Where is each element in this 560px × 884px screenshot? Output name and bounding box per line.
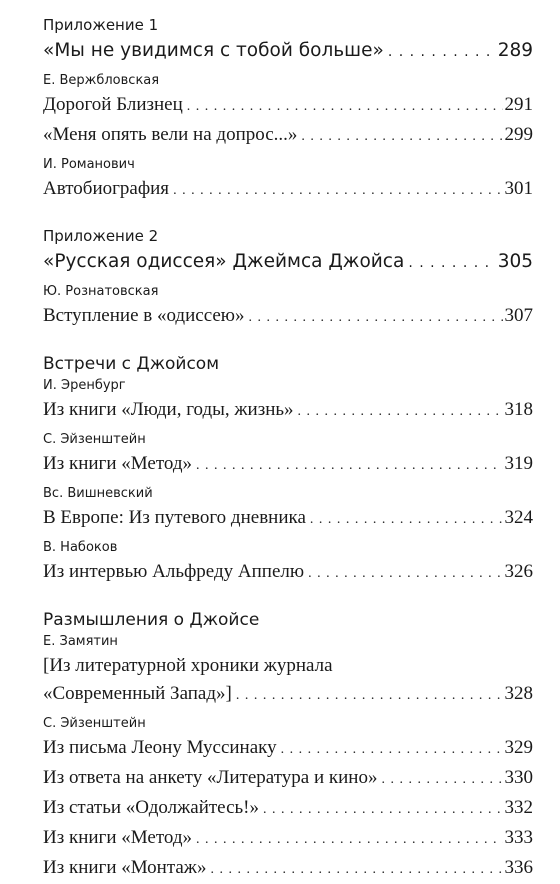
toc-entry-title: Вступление в «одиссею» [43, 305, 245, 326]
toc-entry[interactable] [43, 302, 533, 332]
toc-entry-title: Дорогой Близнец [43, 94, 183, 115]
toc-entry-title: «Русская одиссея» Джеймса Джойса [43, 251, 405, 272]
toc-entry[interactable] [43, 121, 533, 151]
toc-entry-page: 289 [497, 40, 533, 61]
toc-entry-page: 324 [504, 507, 533, 528]
toc-entry[interactable] [43, 396, 533, 426]
dot-leader [381, 766, 502, 794]
toc-entry[interactable] [43, 734, 533, 764]
toc-entry[interactable] [43, 680, 533, 710]
dot-leader [173, 177, 502, 205]
toc-entry-title: «Меня опять вели на допрос...» [43, 124, 298, 145]
dot-leader [210, 856, 502, 884]
toc-entry-title: Из книги «Метод» [43, 453, 193, 474]
section-heading-reflections: Размышления о Джойсе [43, 610, 260, 630]
dot-leader [408, 248, 495, 278]
dot-leader [308, 560, 502, 588]
author-name: И. Романович [43, 157, 135, 172]
toc-entry-page: 328 [504, 683, 533, 704]
toc-entry-page: 301 [504, 178, 533, 199]
author-name: Вс. Вишневский [43, 486, 153, 501]
author-name: Е. Вержбловская [43, 73, 160, 88]
dot-leader [196, 826, 502, 854]
toc-entry-title: Из интервью Альфреду Аппелю [43, 561, 305, 582]
toc-entry-title: В Европе: Из путевого дневника [43, 507, 306, 528]
dot-leader [196, 452, 502, 480]
toc-entry[interactable] [43, 824, 533, 854]
toc-entry-page: 329 [504, 737, 533, 758]
toc-entry-page: 326 [504, 561, 533, 582]
toc-entry-title: Из книги «Метод» [43, 827, 193, 848]
toc-entry-page: 291 [504, 94, 533, 115]
toc-entry-page: 336 [504, 857, 533, 878]
toc-entry[interactable] [43, 558, 533, 588]
author-name: Ю. Рознатовская [43, 284, 159, 299]
section-heading-meetings: Встречи с Джойсом [43, 354, 220, 374]
toc-entry[interactable] [43, 764, 533, 794]
appendix-2-label: Приложение 2 [43, 227, 159, 245]
dot-leader [388, 37, 496, 67]
toc-entry-title: Из ответа на анкету «Литература и кино» [43, 767, 378, 788]
toc-entry-title: Автобиография [43, 178, 170, 199]
toc-entry-page: 333 [504, 827, 533, 848]
dot-leader [187, 93, 503, 121]
toc-entry-page: 318 [504, 399, 533, 420]
author-name: И. Эренбург [43, 378, 126, 393]
dot-leader [281, 736, 503, 764]
toc-entry-page: 299 [504, 124, 533, 145]
toc-entry[interactable] [43, 175, 533, 205]
appendix-1-label: Приложение 1 [43, 16, 159, 34]
toc-entry-page: 307 [504, 305, 533, 326]
toc-entry-page: 332 [504, 797, 533, 818]
toc-entry[interactable] [43, 854, 533, 884]
toc-entry-page: 305 [497, 251, 533, 272]
dot-leader [249, 304, 503, 332]
toc-entry[interactable] [43, 247, 533, 278]
toc-entry-title: Из книги «Монтаж» [43, 857, 207, 878]
toc-entry[interactable] [43, 794, 533, 824]
dot-leader [263, 796, 502, 824]
author-name: С. Эйзенштейн [43, 716, 146, 731]
dot-leader [236, 682, 503, 710]
author-name: В. Набоков [43, 540, 118, 555]
author-name: Е. Замятин [43, 634, 118, 649]
dot-leader [301, 123, 502, 151]
toc-entry-title: Из статьи «Одолжайтесь!» [43, 797, 260, 818]
toc-entry-page: 330 [504, 767, 533, 788]
toc-entry-title: Из письма Леону Муссинаку [43, 737, 277, 758]
table-of-contents [43, 14, 533, 884]
toc-entry-title-line[interactable]: [Из литературной хроники журнала [43, 655, 333, 676]
dot-leader [298, 398, 503, 426]
toc-entry-page: 319 [504, 453, 533, 474]
author-name: С. Эйзенштейн [43, 432, 146, 447]
toc-entry-title: Из книги «Люди, годы, жизнь» [43, 399, 294, 420]
dot-leader [310, 506, 503, 534]
toc-entry-title: «Мы не увидимся с тобой больше» [43, 40, 384, 61]
toc-entry[interactable] [43, 36, 533, 67]
toc-entry[interactable] [43, 450, 533, 480]
toc-entry-title: «Современный Запад»] [43, 683, 232, 704]
toc-entry[interactable] [43, 504, 533, 534]
toc-entry[interactable] [43, 91, 533, 121]
